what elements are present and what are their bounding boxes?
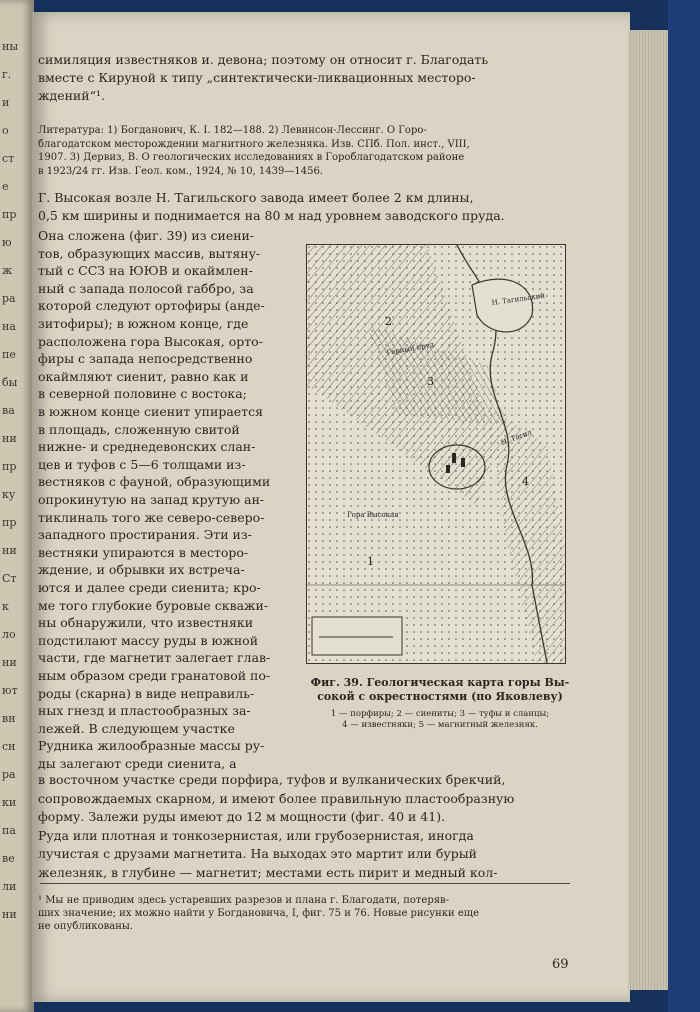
footnote-line: ¹ Мы не приводим здесь устаревших разрезов и плана г. Благодати, потеряв- xyxy=(38,895,450,906)
prev-page-fragment: ли xyxy=(2,880,17,893)
prev-page-fragment: ж xyxy=(2,264,13,277)
reference-line: 1907. 3) Дервиз, В. О геологических исследованиях в Горoблагодатском районе xyxy=(38,152,465,163)
text-line: западного простирания. Эти из- xyxy=(38,527,252,543)
prev-page-fragment: на xyxy=(2,320,16,333)
text-line: опрокинутую на запад крутую ан- xyxy=(38,492,265,507)
prev-page-fragment: ю xyxy=(2,236,12,249)
reference-line: в 1923/24 гг. Изв. Геол. ком., 1924, № 10, 1439—1456. xyxy=(38,165,323,177)
region-label: 4 xyxy=(522,475,529,488)
prev-page-fragment: ва xyxy=(2,404,15,417)
text-line: части, где магнетит залегает глав- xyxy=(38,650,271,666)
prev-page-fragment: ра xyxy=(2,768,16,781)
region-label: 2 xyxy=(385,315,392,328)
text-line: в восточном участке среди порфира, туфов и вулканических брекчий, xyxy=(38,772,506,787)
prev-page-fragment: ра xyxy=(2,292,16,305)
prev-page-fragment: ни xyxy=(2,656,17,669)
prev-page-fragment: бы xyxy=(2,376,18,389)
text-line: ждений“¹. xyxy=(38,88,105,103)
mountain-label: Гора Высокая xyxy=(347,511,399,519)
region-label: 3 xyxy=(427,375,434,388)
book-cover-edge xyxy=(668,0,700,1012)
footnote-line: не опубликованы. xyxy=(38,921,134,932)
text-line: Она сложена (фиг. 39) из сиени- xyxy=(38,228,255,243)
prev-page-fragment: па xyxy=(2,824,16,837)
prev-page-fragment: сн xyxy=(2,740,16,753)
page-number: 69 xyxy=(552,957,569,972)
text-line: Руда или плотная и тонкозернистая, или грубозернистая, иногда xyxy=(38,827,474,843)
text-line: фиры с запада непосредственно xyxy=(38,351,253,367)
footnote-line: ших значение; их можно найти у Богдановича, I, фиг. 75 и 76. Новые рисунки еще xyxy=(38,908,479,919)
prev-page-fragment: ни xyxy=(2,544,17,557)
ore-body xyxy=(446,465,450,473)
text-line: тиклиналь того же северо-северо- xyxy=(38,509,265,525)
text-line: лучистая с друзами магнетита. На выходах это мартит или бурый xyxy=(38,846,477,861)
prev-page-fragment: ку xyxy=(2,488,16,501)
region-label: 1 xyxy=(367,555,374,568)
text-line: в южном конце сиенит упирается xyxy=(38,404,263,419)
footnote-divider xyxy=(40,883,570,884)
prev-page-fragment: ки xyxy=(2,796,17,809)
prev-page-fragment: ло xyxy=(2,628,16,641)
text-line: Г. Высокая возле Н. Тагильского завода имеет более 2 км длины, xyxy=(38,190,474,205)
prev-page-fragment: и xyxy=(2,96,10,109)
text-line: ды залегают среди сиенита, а xyxy=(38,756,237,771)
text-line: нижне- и среднедевонских слан- xyxy=(38,439,256,455)
reference-line: Литература: 1) Богданович, К. I. 182—188. 2) Левинсон-Лессинг. О Горо- xyxy=(38,125,427,136)
text-line: ждение, и обрывки их встреча- xyxy=(38,562,245,578)
text-line: Рудника жилообразные массы ру- xyxy=(38,738,265,754)
prev-page-fragment: ни xyxy=(2,908,17,921)
text-line: лежей. В следующем участке xyxy=(38,720,235,736)
text-line: тов, образующих массив, вытяну- xyxy=(38,245,261,261)
text-line: подстилают массу руды в южной xyxy=(38,632,259,648)
text-line: ных гнезд и пластообразных за- xyxy=(38,703,251,719)
text-line: ются и далее среди сиенита; кро- xyxy=(38,580,261,595)
prev-page-fragment: пр xyxy=(2,516,17,529)
text-line: вестняки упираются в месторо- xyxy=(38,544,249,560)
prev-page-fragment: о xyxy=(2,124,9,137)
prev-page-fragment: к xyxy=(2,600,9,613)
page-block-edge xyxy=(628,30,668,990)
figure-caption: Фиг. 39. Геологическая карта горы Вы- сокой с окрестностями (по Яковлеву) xyxy=(310,676,570,703)
text-line: ме того глубокие буровые скважи- xyxy=(38,597,269,613)
geological-map-figure xyxy=(306,244,566,664)
text-line: сопровождаемых скарном, и имеют более правильную пластообразную xyxy=(38,790,515,806)
scale-box xyxy=(312,617,402,655)
prev-page-fragment: г. xyxy=(2,68,12,81)
text-line: железняк, в глубине — магнетит; местами есть пирит и медный кол- xyxy=(38,864,498,880)
text-line: роды (скарна) в виде неправиль- xyxy=(38,685,255,701)
prev-page-fragment: ны xyxy=(2,40,19,53)
text-line: вестняков с фауной, образующими xyxy=(38,474,271,490)
text-line: окаймляют сиенит, равно как и xyxy=(38,368,249,384)
text-line: ный с запада полосой габбро, за xyxy=(38,280,254,296)
text-line: ны обнаружили, что известняки xyxy=(38,615,254,631)
prev-page-fragment: пр xyxy=(2,208,17,221)
prev-page-fragment: е xyxy=(2,180,9,193)
text-line: зитофиры); в южном конце, где xyxy=(38,316,249,331)
prev-page-fragment: пе xyxy=(2,348,16,361)
prev-page-fragment: вн xyxy=(2,712,16,725)
prev-page-fragment: ст xyxy=(2,152,15,165)
pond-label: Горный пруд xyxy=(385,340,435,357)
prev-page-fragment: ют xyxy=(2,684,18,697)
text-line: 0,5 км ширины и поднимается на 80 м над уровнем заводского пруда. xyxy=(38,208,505,223)
text-line: расположена гора Высокая, орто- xyxy=(38,333,263,349)
text-line: вместе с Кируной к типу „синтектически-ликвационных месторо- xyxy=(38,70,476,85)
prev-page-fragment: ни xyxy=(2,432,17,445)
text-line: в северной половине с востока; xyxy=(38,386,247,402)
ore-body xyxy=(452,453,456,463)
text-line: в площадь, сложенную свитой xyxy=(38,421,240,437)
prev-page-fragment: ве xyxy=(2,852,15,865)
text-line: симиляция известняков и. девона; поэтому он относит г. Благодать xyxy=(38,52,489,67)
prev-page-fragment: пр xyxy=(2,460,17,473)
reference-line: благодатском месторождении магнитного железняка. Изв. СПб. Пол. инст., VIII, xyxy=(38,138,470,150)
text-line: форму. Залежи руды имеют до 12 м мощности (фиг. 40 и 41). xyxy=(38,809,446,824)
town-label: Н. Тагильский xyxy=(491,291,546,307)
prev-page-fragment: Ст xyxy=(2,572,17,585)
text-line: которой следуют ортофиры (анде- xyxy=(38,298,265,314)
geological-map xyxy=(307,245,565,663)
previous-page-edge xyxy=(0,0,34,1012)
text-line: цев и туфов с 5—6 толщами из- xyxy=(38,456,246,472)
ore-body xyxy=(461,458,465,467)
text-line: тый с ССЗ на ЮЮВ и окаймлен- xyxy=(38,263,253,279)
book-page xyxy=(32,12,630,1002)
figure-legend: 1 — порфиры; 2 — сиениты; 3 — туфы и сланцы; 4 — известняки; 5 — магнитный железняк. xyxy=(330,709,550,730)
text-line: ным образом среди гранатовой по- xyxy=(38,668,271,683)
town-label: Н. Тагил xyxy=(499,428,533,447)
